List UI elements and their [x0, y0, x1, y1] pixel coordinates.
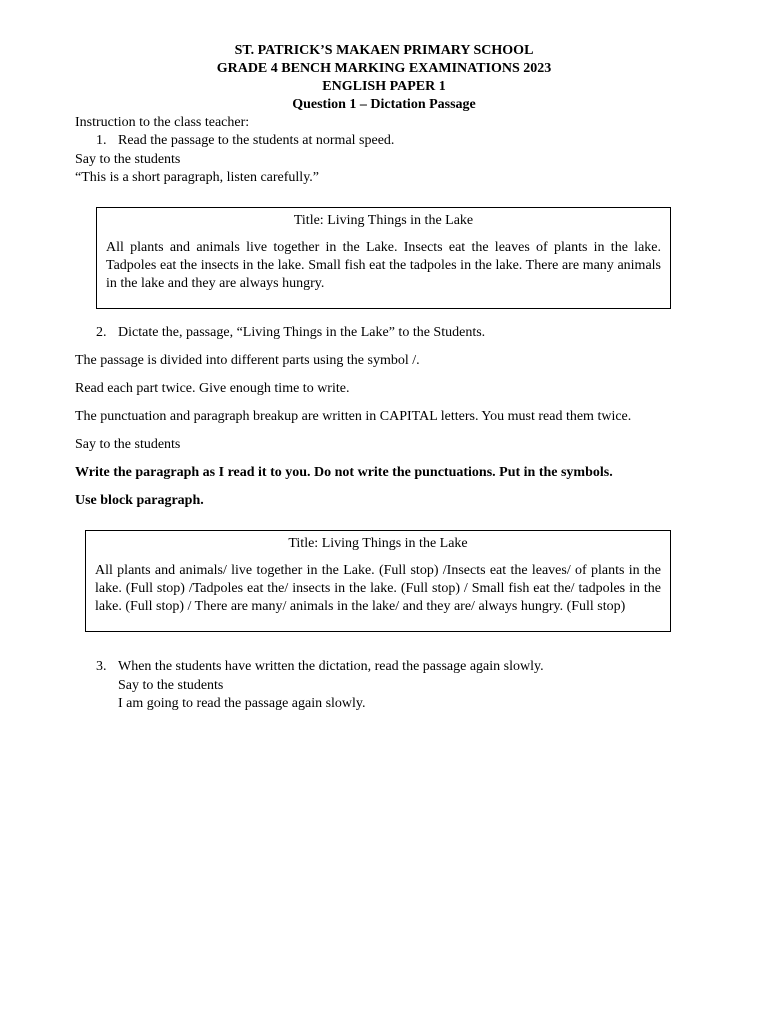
paper-title: ENGLISH PAPER 1	[322, 79, 446, 94]
read-twice-note: Read each part twice. Give enough time to write.	[75, 381, 350, 396]
exam-title: GRADE 4 BENCH MARKING EXAMINATIONS 2023	[216, 61, 552, 76]
dictation-title: Title: Living Things in the Lake	[288, 536, 468, 551]
step-2	[96, 324, 485, 342]
say-to-students-3: Say to the students	[118, 678, 224, 693]
block-paragraph-instruction: Use block paragraph.	[75, 493, 204, 508]
step-1-text: Read the passage to the students at normal speed.	[118, 133, 395, 148]
school-name: ST. PATRICK’S MAKAEN PRIMARY SCHOOL	[234, 43, 534, 58]
step-2-number: 2.	[96, 325, 107, 340]
punctuation-note: The punctuation and paragraph breakup are written in CAPITAL letters. You must read them twice.	[75, 409, 632, 424]
instruction-heading: Instruction to the class teacher:	[75, 115, 250, 130]
step-1	[96, 132, 394, 150]
question-title: Question 1 – Dictation Passage	[292, 97, 476, 112]
dictation-box	[85, 530, 671, 632]
teacher-quote-1: “This is a short paragraph, listen carefully.”	[75, 170, 320, 185]
say-to-students-2: Say to the students	[75, 437, 181, 452]
passage-box	[96, 207, 671, 309]
step-2-text: Dictate the, passage, “Living Things in the Lake” to the Students.	[118, 325, 486, 340]
passage-title: Title: Living Things in the Lake	[293, 213, 474, 228]
step-3-text: When the students have written the dictation, read the passage again slowly.	[118, 659, 544, 674]
dictation-text: All plants and animals/ live together in the Lake. (Full stop) /Insects eat the leaves/ of plants in the lake. (Full stop) /Tadpoles eat the/ insects in the lake. (Full stop) / Small fish eat the/ tadpoles in the lake. (Full stop) / There are many/ animals in the lake/ and they are/ always hungry. (Full stop)	[95, 563, 661, 614]
symbol-note: The passage is divided into different parts using the symbol /.	[75, 353, 420, 368]
say-to-students-1: Say to the students	[75, 152, 181, 167]
step-3	[96, 658, 544, 676]
passage-text: All plants and animals live together in the Lake. Insects eat the leaves of plants in the lake. Tadpoles eat the insects in the lake. Small fish eat the tadpoles in the lake. There are many animals in the lake and they are always hungry.	[106, 240, 661, 291]
write-instruction: Write the paragraph as I read it to you. Do not write the punctuations. Put in the symbols.	[75, 465, 613, 480]
teacher-quote-3: I am going to read the passage again slowly.	[118, 696, 366, 711]
step-1-number: 1.	[96, 133, 107, 148]
step-3-number: 3.	[96, 659, 107, 674]
